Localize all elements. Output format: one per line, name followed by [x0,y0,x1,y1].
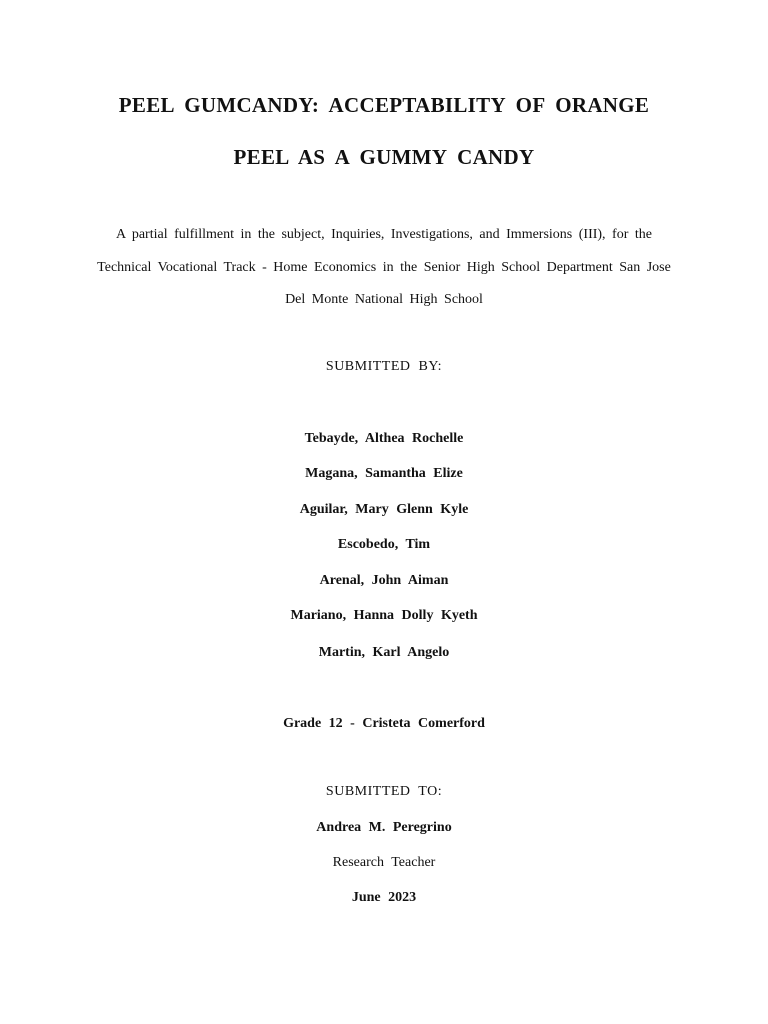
author-name: Arenal, John Aiman [319,573,449,588]
author-name: Tebayde, Althea Rochelle [304,431,464,446]
title-line-2: PEEL AS A GUMMY CANDY [233,145,535,169]
adviser-name: Andrea M. Peregrino [316,820,452,835]
author-name: Escobedo, Tim [337,537,431,552]
author-name: Magana, Samantha Elize [305,466,463,481]
author-name: Martin, Karl Angelo [318,645,450,660]
purpose-line-2: Technical Vocational Track - Home Economics in the Senior High School Department San Jose [97,260,671,275]
section-name: Grade 12 - Cristeta Comerford [283,716,485,731]
adviser-role: Research Teacher [332,855,436,870]
author-name: Aguilar, Mary Glenn Kyle [299,502,469,517]
author-name: Mariano, Hanna Dolly Kyeth [290,608,478,623]
title-line-1: PEEL GUMCANDY: ACCEPTABILITY OF ORANGE [118,93,650,117]
submitted-by-label: SUBMITTED BY: [325,359,443,374]
submission-date: June 2023 [351,890,417,905]
purpose-line-3: Del Monte National High School [285,292,483,307]
purpose-line-1: A partial fulfillment in the subject, Inquiries, Investigations, and Immersions (III), for the [116,227,652,242]
submitted-to-label: SUBMITTED TO: [325,784,443,799]
